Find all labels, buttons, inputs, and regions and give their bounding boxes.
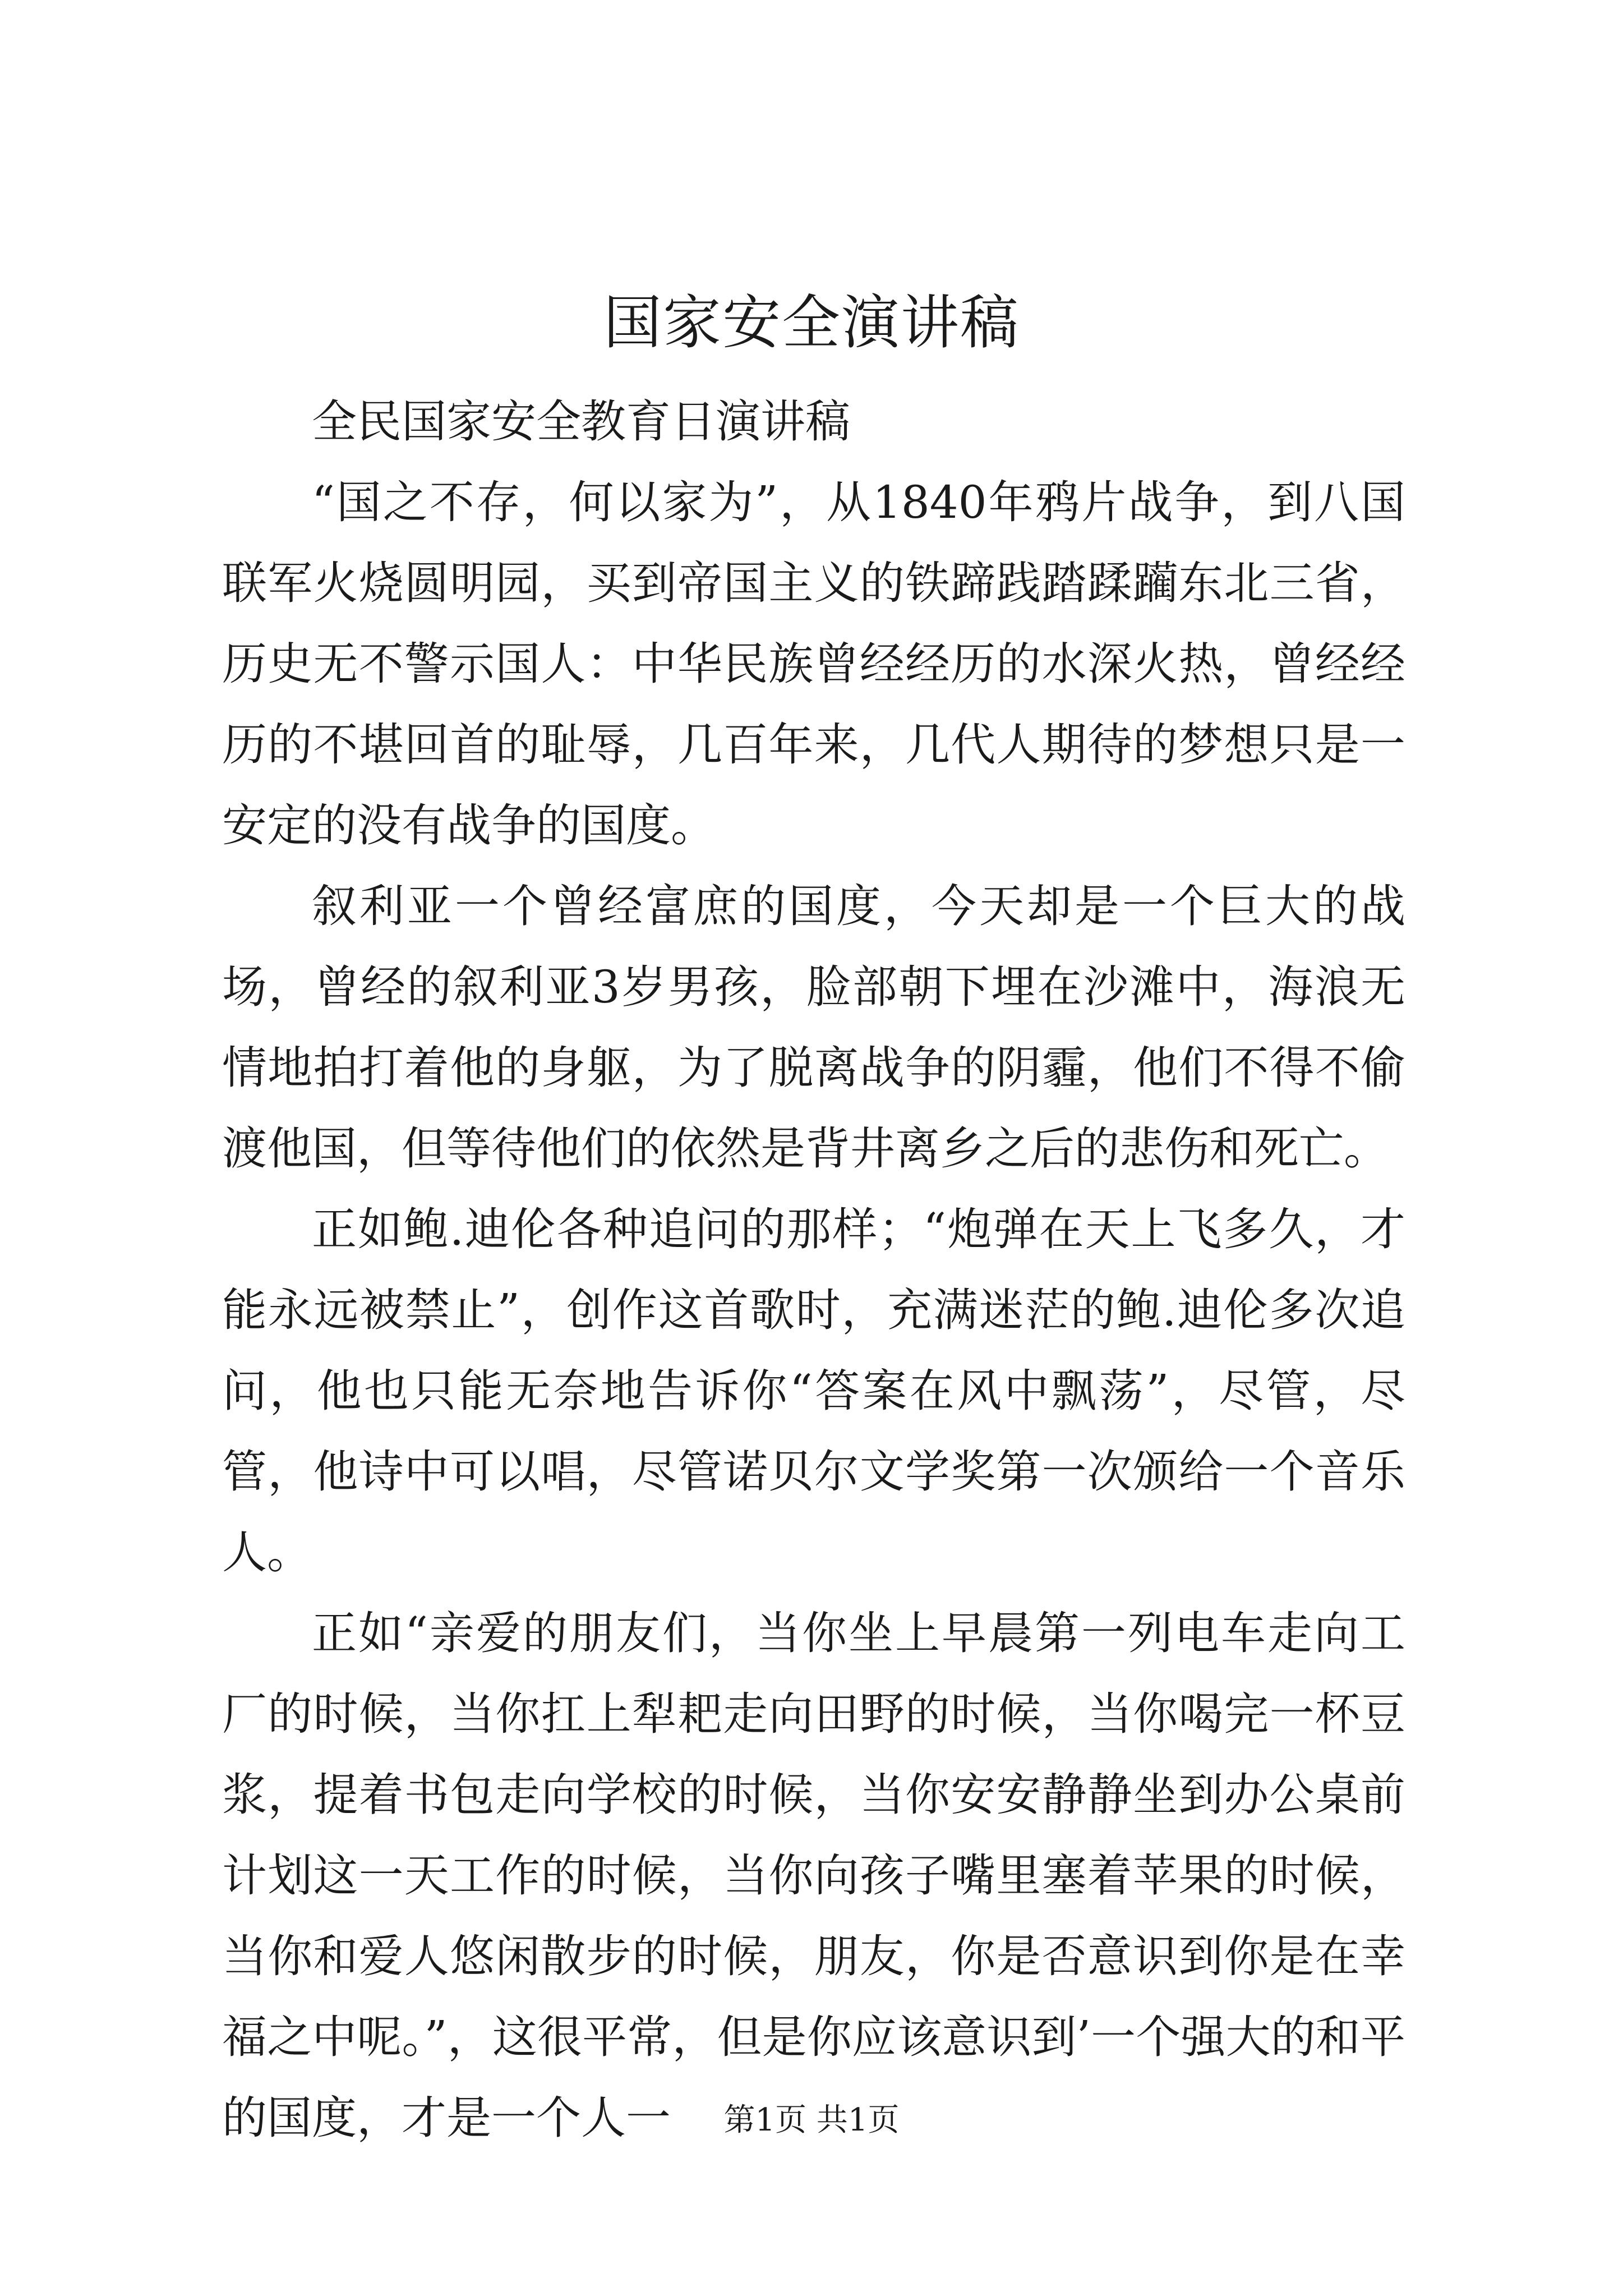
page-footer: 第1页 共1页 xyxy=(723,2102,900,2138)
paragraph: 叙利亚一个曾经富庶的国度，今天却是一个巨大的战场，曾经的叙利亚3岁男孩，脸部朝下埋在沙滩中，海浪无情地拍打着他的身躯，为了脱离战争的阴霾，他们不得不偷渡他国，但等待他们的依然是背井离乡之后的悲伤和死亡。 xyxy=(222,880,1405,1175)
paragraph-subtitle: 全民国家安全教育日演讲稿 xyxy=(312,395,850,448)
paragraph: “国之不存，何以家为”，从1840年鸦片战争，到八国联军火烧圆明园，买到帝国主义的铁蹄践踏蹂躏东北三省，历史无不警示国人：中华民族曾经经历的水深火热，曾经经历的不堪回首的耻辱，几百年来，几代人期待的梦想只是一安定的没有战争的国度。 xyxy=(222,476,1405,852)
paragraph: 正如鲍.迪伦各种追问的那样；“炮弹在天上飞多久，才能永远被禁止”，创作这首歌时，充满迷茫的鲍.迪伦多次追问，他也只能无奈地告诉你“答案在风中飘荡”，尽管，尽管，他诗中可以唱，尽管诺贝尔文学奖第一次颁给一个音乐人。 xyxy=(222,1203,1405,1579)
document-title: 国家安全演讲稿 xyxy=(603,288,1020,357)
paragraph: 正如“亲爱的朋友们，当你坐上早晨第一列电车走向工厂的时候，当你扛上犁耙走向田野的时候，当你喝完一杯豆浆，提着书包走向学校的时候，当你安安静静坐到办公桌前计划这一天工作的时候，当你向孩子嘴里塞着苹果的时候，当你和爱人悠闲散步的时候，朋友，你是否意识到你是在幸福之中呢。”，这很平常，但是你应该意识到’一个强大的和平的国度，才是一个人一 xyxy=(222,1607,1405,2144)
document-body xyxy=(222,381,1405,2159)
